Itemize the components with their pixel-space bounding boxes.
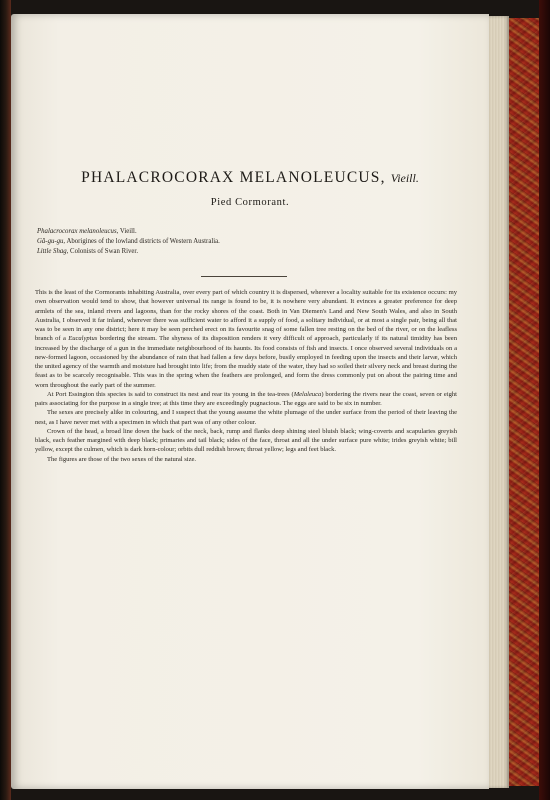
paragraph: Crown of the head, a broad line down the back of the neck, back, rump and flanks deep shining steel bluish black; wing-coverts and scapularies greyish black, each feather margined with deep black; primaries and tail black; sides of the face, throat and all the under surface pure white; irides greyish white; bill yellow, except the culmen, which is dark horn-colour; orbits dull reddish brown; throat yellow; legs and feet black. [35, 427, 457, 454]
synonym-line [37, 248, 138, 255]
paragraph [35, 288, 457, 390]
marbled-fore-edge [509, 18, 539, 786]
book-left-edge [0, 0, 11, 800]
book-binding [539, 0, 550, 800]
book-page [11, 14, 489, 789]
species-author: Vieill. [390, 171, 419, 185]
synonym-name: Phalacrocorax melanoleucus, [37, 228, 119, 235]
synonym-source: Colonists of Swan River. [68, 248, 139, 255]
section-divider [201, 276, 287, 277]
synonym-name: Little Shag, [37, 248, 69, 255]
italic-term: Melaleuca [293, 390, 322, 398]
paragraph [35, 390, 457, 409]
paragraph-text: ) bordering the rivers near the coast, seven or eight pairs associating for the purpose in a single tree; at this time they are exceedingly pugnacious. The eggs are said to be six in number. [35, 390, 458, 407]
synonym-line [37, 238, 220, 245]
paragraph-text: At Port Essington this species is said to construct its nest and rear its young in the tea-trees ( [47, 390, 294, 398]
paragraph-text: This is the least of the Cormorants inhabiting Australia, over every part of which country it is dispersed, wherever a locality suitable for its existence occurs: my own observation would tend to show, that however universal its range is found to be, it is nowhere very abundant. It evinces a greater preference for deep armlets of the sea, inland rivers and lagoons, than for the rocky shores of the coast. Both in Van Diemen's Land and New South Wales, and also in South Australia, I observed it far inland, wherever there was sufficient water to afford it a supply of food, a solitary individual, or at most a single pair, being all that was to be seen in any one district; here it may be seen perched erect on its favourite snag of some fallen tree resting on the bed of the river, or on the leafless branch of a [35, 289, 457, 343]
species-title [11, 169, 489, 187]
synonym-line [37, 228, 137, 235]
species-name: PHALACROCORAX MELANOLEUCUS, [81, 169, 386, 186]
common-name: Pied Cormorant. [210, 197, 290, 208]
synonym-source: Aborigines of the lowland districts of Western Australia. [65, 238, 220, 245]
paragraph: The sexes are precisely alike in colouring, and I suspect that the young assume the white plumage of the under surface from the period of their leaving the nest, as I have never met with a specimen in which that part was of any other colour. [35, 409, 457, 426]
paragraph-text: bordering the stream. The shyness of its disposition renders it very difficult of approach, particularly if its natural timidity has been increased by the discharge of a gun in the immediate neighbourhood of its haunts. Its food consists of fish and insects. I once observed several individuals on a new-formed lagoon, occasioned by the abundance of rain that had fallen a few days before, busily employed in feeding upon the insects and their larvæ, which the united agency of the warmth and moisture had brought into life; from the muddy state of the water, they had so soiled their silvery neck and breast during the feast as to be scarcely recognisable. This was in the spring when the feathers are prolonged, and form the dress commonly put on about the pairing time and worn throughout the early part of the summer. [35, 335, 457, 389]
page-stack-edge [489, 16, 509, 788]
synonym-name: Gă-gu-gu, [37, 238, 66, 245]
synonym-source: Vieill. [118, 228, 137, 235]
italic-term: Eucalyptus [68, 335, 98, 343]
body-text [35, 288, 457, 464]
paragraph: The figures are those of the two sexes of the natural size. [47, 455, 197, 463]
